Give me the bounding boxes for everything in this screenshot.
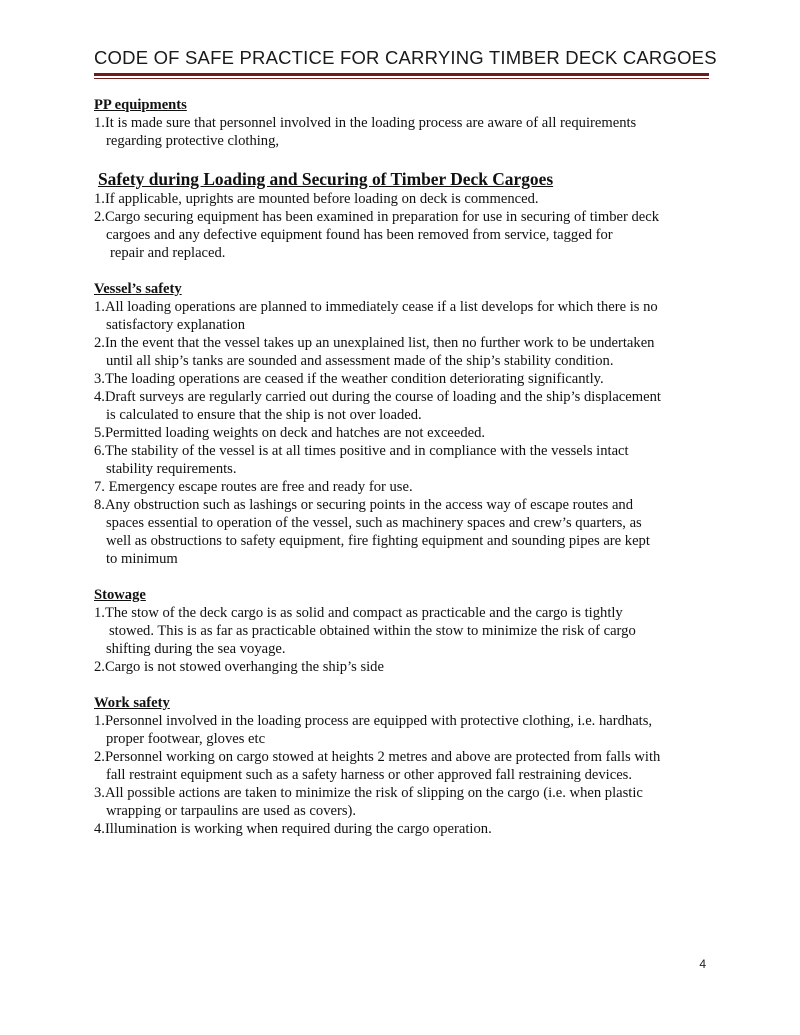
item-text: 1.If applicable, uprights are mounted before loading on deck is commenced. bbox=[94, 191, 539, 207]
item-text-continuation: well as obstructions to safety equipment, fire fighting equipment and sounding pipes are kept bbox=[106, 533, 650, 549]
list-item bbox=[94, 658, 719, 676]
section-item-list bbox=[94, 298, 719, 568]
list-item bbox=[94, 298, 719, 334]
list-item bbox=[94, 604, 719, 658]
section-pp-equipments bbox=[94, 96, 719, 150]
list-item bbox=[94, 748, 719, 784]
list-item bbox=[94, 190, 719, 208]
section-loading-securing-safety bbox=[94, 168, 719, 262]
section-heading: Safety during Loading and Securing of Timber Deck Cargoes bbox=[98, 169, 554, 189]
list-item bbox=[94, 114, 719, 150]
item-text-continuation: proper footwear, gloves etc bbox=[106, 731, 266, 747]
item-text-continuation: shifting during the sea voyage. bbox=[106, 641, 286, 657]
item-text: 1.Personnel involved in the loading process are equipped with protective clothing, i.e. hardhats, bbox=[94, 713, 653, 729]
list-item bbox=[94, 424, 719, 442]
section-heading: Work safety bbox=[94, 695, 170, 711]
item-text: 3.The loading operations are ceased if the weather condition deteriorating significantly. bbox=[94, 371, 604, 387]
item-text: 2.Cargo is not stowed overhanging the ship’s side bbox=[94, 659, 384, 675]
item-text-continuation: cargoes and any defective equipment found has been removed from service, tagged for bbox=[106, 227, 613, 243]
list-item bbox=[94, 208, 719, 262]
section-item-list bbox=[94, 114, 719, 150]
item-text: 1.All loading operations are planned to immediately cease if a list develops for which there is no bbox=[94, 299, 658, 315]
header-rule-thick bbox=[94, 73, 709, 76]
list-item bbox=[94, 442, 719, 478]
item-text: 4.Draft surveys are regularly carried out during the course of loading and the ship’s displacement bbox=[94, 389, 661, 405]
list-item bbox=[94, 820, 719, 838]
item-text-continuation: regarding protective clothing, bbox=[106, 133, 280, 149]
item-text-continuation: to minimum bbox=[106, 551, 178, 567]
list-item bbox=[94, 712, 719, 748]
list-item bbox=[94, 496, 719, 568]
section-vessels-safety bbox=[94, 280, 719, 568]
item-text: 7. Emergency escape routes are free and ready for use. bbox=[94, 479, 413, 495]
list-item bbox=[94, 388, 719, 424]
page-header-title: CODE OF SAFE PRACTICE FOR CARRYING TIMBER DECK CARGOES bbox=[94, 47, 717, 68]
item-text-continuation: spaces essential to operation of the vessel, such as machinery spaces and crew’s quarters, as bbox=[106, 515, 642, 531]
item-text-continuation: fall restraint equipment such as a safety harness or other approved fall restraining devices. bbox=[106, 767, 632, 783]
item-text: 6.The stability of the vessel is at all times positive and in compliance with the vessels intact bbox=[94, 443, 629, 459]
section-heading: Stowage bbox=[94, 587, 146, 603]
item-text: 8.Any obstruction such as lashings or securing points in the access way of escape routes and bbox=[94, 497, 634, 513]
list-item bbox=[94, 334, 719, 370]
page-number: 4 bbox=[699, 957, 706, 971]
document-body bbox=[94, 96, 719, 838]
list-item bbox=[94, 370, 719, 388]
item-text-continuation: satisfactory explanation bbox=[106, 317, 245, 333]
item-text-continuation: repair and replaced. bbox=[110, 245, 226, 261]
list-item bbox=[94, 478, 719, 496]
item-text: 5.Permitted loading weights on deck and hatches are not exceeded. bbox=[94, 425, 486, 441]
section-work-safety bbox=[94, 694, 719, 838]
item-text: 1.It is made sure that personnel involved in the loading process are aware of all requirements bbox=[94, 115, 637, 131]
header-rule-thin bbox=[94, 78, 709, 79]
section-heading: PP equipments bbox=[94, 97, 187, 113]
section-item-list bbox=[94, 190, 719, 262]
item-text: 1.The stow of the deck cargo is as solid and compact as practicable and the cargo is tightly bbox=[94, 605, 623, 621]
item-text-continuation: is calculated to ensure that the ship is not over loaded. bbox=[106, 407, 422, 423]
item-text: 2.Cargo securing equipment has been examined in preparation for use in securing of timber deck bbox=[94, 209, 660, 225]
section-item-list bbox=[94, 712, 719, 838]
item-text: 3.All possible actions are taken to minimize the risk of slipping on the cargo (i.e. when plastic bbox=[94, 785, 643, 801]
section-heading: Vessel’s safety bbox=[94, 281, 182, 297]
item-text: 4.Illumination is working when required during the cargo operation. bbox=[94, 821, 492, 837]
item-text: 2.In the event that the vessel takes up an unexplained list, then no further work to be undertaken bbox=[94, 335, 655, 351]
item-text: 2.Personnel working on cargo stowed at heights 2 metres and above are protected from falls with bbox=[94, 749, 661, 765]
section-stowage bbox=[94, 586, 719, 676]
item-text-continuation: stability requirements. bbox=[106, 461, 237, 477]
item-text-continuation: wrapping or tarpaulins are used as covers). bbox=[106, 803, 357, 819]
section-item-list bbox=[94, 604, 719, 676]
item-text-continuation: until all ship’s tanks are sounded and assessment made of the ship’s stability condition. bbox=[106, 353, 614, 369]
item-text-continuation: stowed. This is as far as practicable obtained within the stow to minimize the risk of cargo bbox=[109, 623, 636, 639]
list-item bbox=[94, 784, 719, 820]
